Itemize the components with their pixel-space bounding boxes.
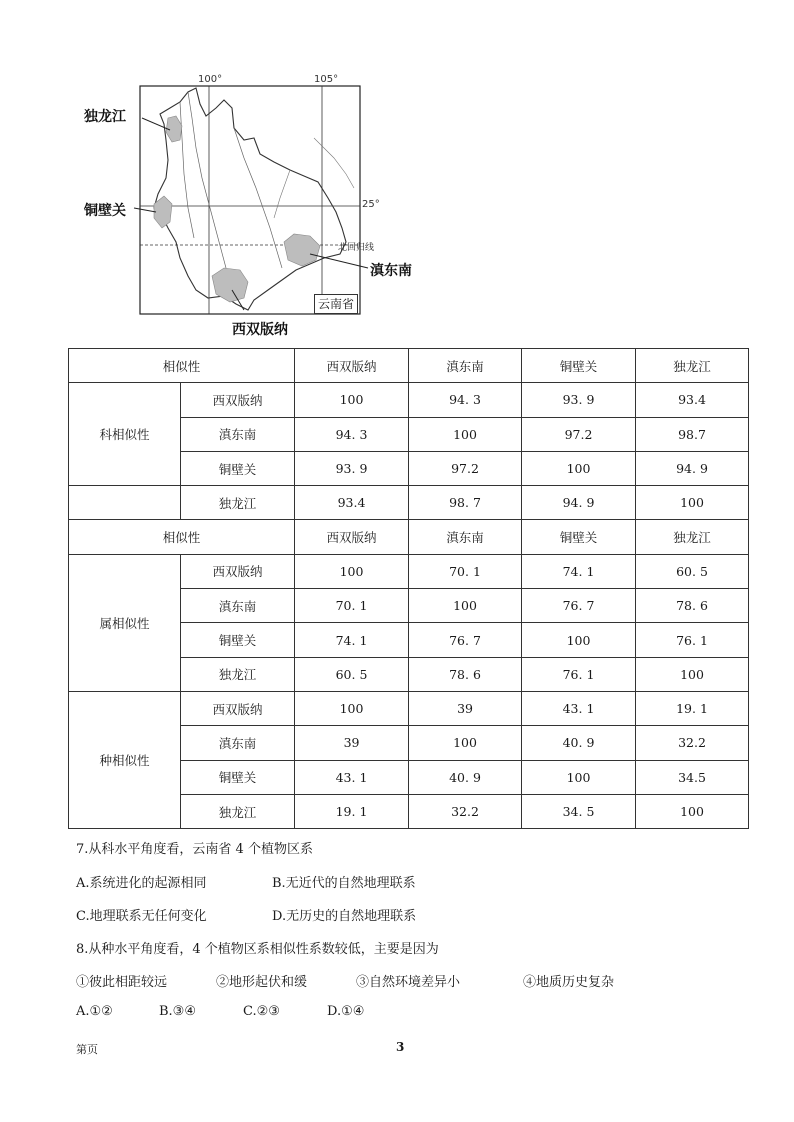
row-label: 西双版纳 [181,554,295,588]
table-cell: 94. 9 [522,486,636,520]
table-cell: 74. 1 [522,554,636,588]
col-header: 铜壁关 [522,520,636,554]
table-cell: 74. 1 [295,623,409,657]
question-8-statement-3: ③自然环境差异小 [356,975,461,990]
table-cell: 93. 9 [522,383,636,417]
table-cell: 97.2 [409,451,522,485]
table-cell: 70. 1 [409,554,522,588]
table-cell: 93.4 [636,383,749,417]
row-label: 西双版纳 [181,691,295,725]
question-8-statement-4: ④地质历史复杂 [523,975,615,990]
corner-cell: 相似性 [69,520,295,554]
col-header: 独龙江 [636,520,749,554]
table-cell: 43. 1 [522,691,636,725]
table-row [69,383,749,417]
footer-page-label: 第页 [76,1043,98,1056]
question-7-option-a[interactable]: A.系统进化的起源相同 [76,876,207,891]
yunnan-map-figure [84,74,412,346]
table-cell: 78. 6 [636,589,749,623]
region-label-xishuangbanna: 西双版纳 [232,322,288,338]
table-cell: 32.2 [409,794,522,828]
table-cell: 39 [295,726,409,760]
table-cell: 32.2 [636,726,749,760]
table-cell: 43. 1 [295,760,409,794]
table-cell: 34.5 [636,760,749,794]
table-cell: 100 [295,383,409,417]
question-8-statement-2: ②地形起伏和缓 [216,975,308,990]
row-label: 铜壁关 [181,623,295,657]
col-header: 铜壁关 [522,349,636,383]
table-cell: 76. 7 [522,589,636,623]
row-label: 铜壁关 [181,760,295,794]
table-cell: 70. 1 [295,589,409,623]
table-cell: 40. 9 [409,760,522,794]
region-label-tongbiguan: 铜壁关 [84,203,126,219]
table-cell: 34. 5 [522,794,636,828]
table-cell: 94. 3 [295,417,409,451]
table-header-row [69,349,749,383]
row-label: 独龙江 [181,657,295,691]
table-cell: 100 [409,417,522,451]
table-cell: 100 [522,451,636,485]
table-cell: 100 [522,623,636,657]
table-cell: 76. 1 [522,657,636,691]
question-7-stem: 7.从科水平角度看，云南省 4 个植物区系 [76,842,313,857]
table-cell: 100 [636,657,749,691]
table-cell: 94. 3 [409,383,522,417]
table-cell: 40. 9 [522,726,636,760]
table-cell: 100 [295,554,409,588]
group-label-genus: 属相似性 [69,554,181,691]
lon-label-100: 100° [198,74,223,85]
row-label: 独龙江 [181,794,295,828]
table-cell: 19. 1 [636,691,749,725]
table-row [69,691,749,725]
row-label: 滇东南 [181,417,295,451]
col-header: 滇东南 [409,349,522,383]
question-8-statement-1: ①彼此相距较远 [76,975,168,990]
row-label: 西双版纳 [181,383,295,417]
table-cell: 100 [409,726,522,760]
table-cell: 100 [295,691,409,725]
table-cell: 100 [636,486,749,520]
table-row [69,486,749,520]
table-cell: 19. 1 [295,794,409,828]
col-header: 西双版纳 [295,520,409,554]
table-cell: 93.4 [295,486,409,520]
question-7-option-b[interactable]: B.无近代的自然地理联系 [272,876,416,891]
row-label: 滇东南 [181,589,295,623]
province-label: 云南省 [314,294,358,314]
region-label-dulongjiang: 独龙江 [84,109,126,125]
group-label-family: 科相似性 [69,383,181,486]
question-7-option-d[interactable]: D.无历史的自然地理联系 [272,909,417,924]
group-label-species: 种相似性 [69,691,181,828]
table-cell: 100 [522,760,636,794]
question-8-stem: 8.从种水平角度看，4 个植物区系相似性系数较低，主要是因为 [76,942,439,957]
table-cell: 97.2 [522,417,636,451]
tropic-label: 北回归线 [338,243,375,253]
table-header-row [69,520,749,554]
table-cell: 98.7 [636,417,749,451]
lat-label-25: 25° [362,199,380,210]
table-cell: 93. 9 [295,451,409,485]
question-8-option-b[interactable]: B.③④ [159,1004,196,1019]
question-8-option-d[interactable]: D.①④ [327,1004,365,1019]
row-label: 滇东南 [181,726,295,760]
question-7-option-c[interactable]: C.地理联系无任何变化 [76,909,207,924]
table-cell: 60. 5 [295,657,409,691]
region-label-diandongnan: 滇东南 [370,263,412,279]
col-header: 独龙江 [636,349,749,383]
col-header: 滇东南 [409,520,522,554]
table-cell: 76. 1 [636,623,749,657]
table-cell: 94. 9 [636,451,749,485]
row-label: 独龙江 [181,486,295,520]
empty-group-cell [69,486,181,520]
table-cell: 98. 7 [409,486,522,520]
table-cell: 78. 6 [409,657,522,691]
footer-page-number: 3 [396,1040,405,1054]
table-cell: 100 [409,589,522,623]
table-cell: 100 [636,794,749,828]
table-cell: 76. 7 [409,623,522,657]
question-8-option-a[interactable]: A.①② [76,1004,113,1019]
row-label: 铜壁关 [181,451,295,485]
similarity-table [68,348,749,829]
table-row [69,554,749,588]
lon-label-105: 105° [314,74,339,85]
question-8-option-c[interactable]: C.②③ [243,1004,280,1019]
corner-cell: 相似性 [69,349,295,383]
table-cell: 39 [409,691,522,725]
table-cell: 60. 5 [636,554,749,588]
col-header: 西双版纳 [295,349,409,383]
